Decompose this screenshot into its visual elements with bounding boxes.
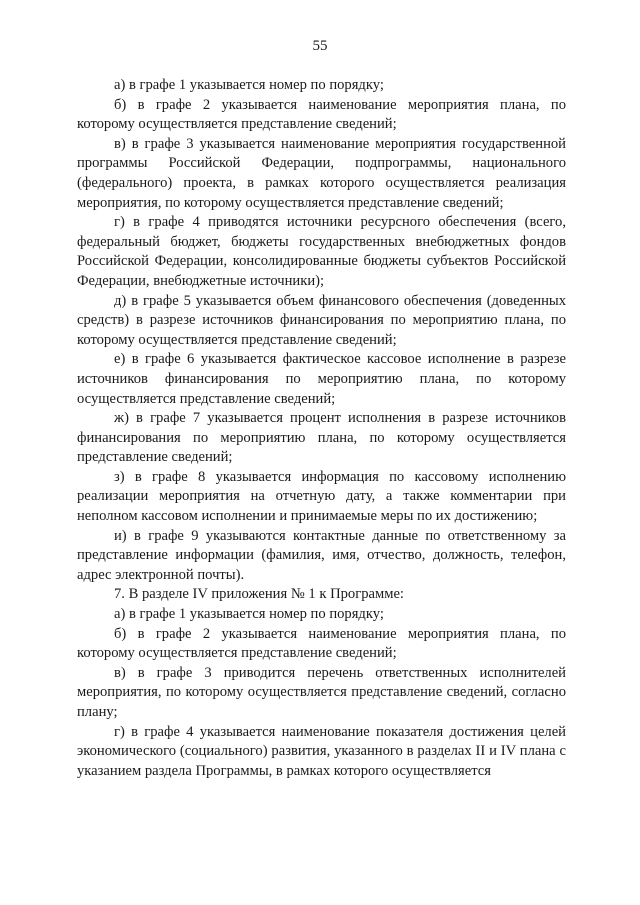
paragraph-item-a-graph-1: а) в графе 1 указывается номер по порядку; [114, 77, 384, 93]
paragraph-item-e-graph-6: е) в графе 6 указывается фактическое кассовое исполнение в разрезе источников финансирования по мероприятию плана, по которому осуществляется представление сведений; [77, 351, 566, 407]
paragraph-item-d-graph-5: д) в графе 5 указывается объем финансового обеспечения (доведенных средств) в разрезе источников финансирования по мероприятию плана, по которому осуществляется представление сведений; [77, 292, 566, 348]
page-number: 55 [312, 38, 328, 54]
paragraph-item-g-graph-4: г) в графе 4 приводятся источники ресурсного обеспечения (всего, федеральный бюджет, бюджеты государственных внебюджетных фондов Российской Федерации, консолидированные бюджеты субъектов Российской Федерации, внебюджетные источники); [77, 214, 566, 289]
paragraph-item-zh-graph-7: ж) в графе 7 указывается процент исполнения в разрезе источников финансирования по мероприятию плана, по которому осуществляется представление сведений; [77, 410, 566, 466]
paragraph-section4-item-g: г) в графе 4 указывается наименование показателя достижения целей экономического (социального) развития, указанного в разделах II и IV плана с указанием раздела Программы, в рамках которого осуществляется [77, 723, 566, 779]
paragraph-section4-item-b: б) в графе 2 указывается наименование мероприятия плана, по которому осуществляется представление сведений; [77, 625, 566, 662]
document-body [77, 76, 566, 781]
paragraph-item-z-graph-8: з) в графе 8 указывается информация по кассовому исполнению реализации мероприятия на отчетную дату, а также комментарии при неполном кассовом исполнении и принимаемые меры по их достижению; [77, 468, 566, 525]
paragraph-item-b-graph-2: б) в графе 2 указывается наименование мероприятия плана, по которому осуществляется представление сведений; [77, 96, 566, 133]
paragraph-section4-item-a: а) в графе 1 указывается номер по порядку; [114, 606, 384, 623]
paragraph-item-v-graph-3: в) в графе 3 указывается наименование мероприятия государственной программы Российской Федерации, подпрограммы, национального (федерального) проекта, в рамках которого осуществляется реализация мероприятия, по которому осуществляется представление сведений; [77, 135, 566, 211]
section-7-heading: 7. В разделе IV приложения № 1 к Программе: [114, 586, 404, 603]
paragraph-item-i-graph-9: и) в графе 9 указываются контактные данные по ответственному за представление информации (фамилия, имя, отчество, должность, телефон, адрес электронной почты). [77, 527, 566, 583]
paragraph-section4-item-v: в) в графе 3 приводится перечень ответственных исполнителей мероприятия, по которому осуществляется представление сведений, согласно плану; [77, 664, 566, 720]
